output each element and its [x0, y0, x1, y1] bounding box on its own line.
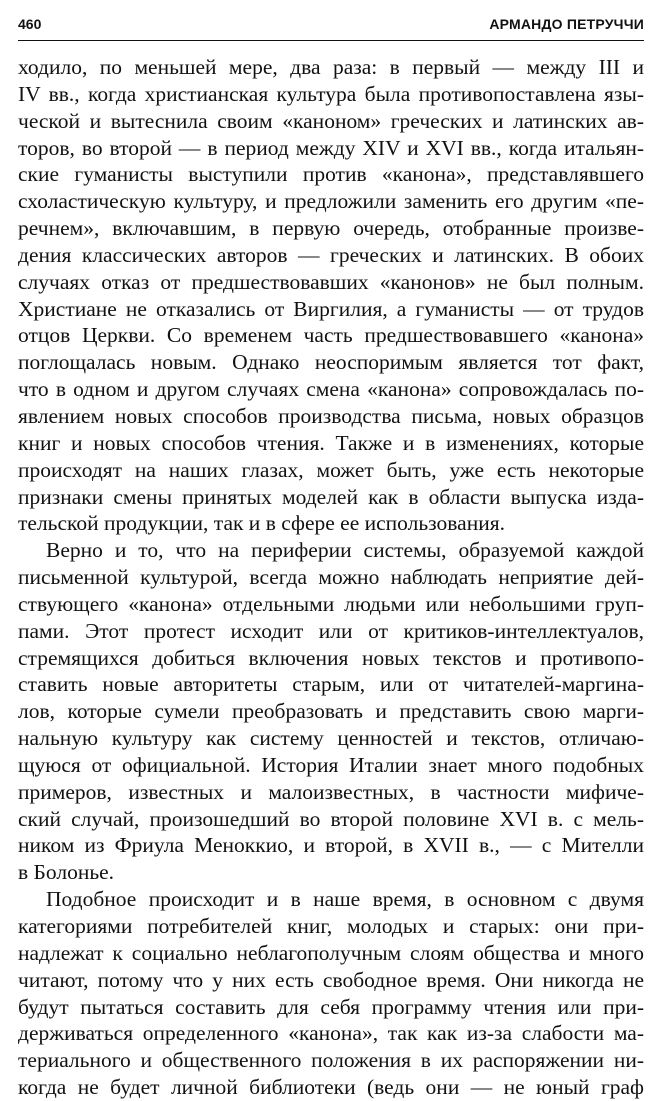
text-line: пами. Этот протест исходит или от критиков-интеллектуалов, [18, 618, 644, 643]
text-line: ходило, по меньшей мере, два раза: в первый — между III и [18, 55, 644, 79]
text-line: торов, во второй — в период между XIV и XVI вв., когда итальян- [18, 135, 644, 160]
text-line: держиваться определенного «канона», так как из-за слабости ма- [18, 1021, 644, 1046]
body-text [18, 54, 644, 1101]
text-line: письменной культурой, всегда можно наблюдать неприятие дей- [18, 565, 644, 590]
text-line: книг и новых способов чтения. Также и в изменениях, которые [18, 430, 644, 455]
page-header [18, 14, 644, 41]
text-line: примеров, известных и малоизвестных, в частности мифиче- [18, 779, 644, 804]
text-line: дения классических авторов — греческих и латинских. В обоих [18, 242, 644, 267]
text-line: категориями потребителей книг, молодых и старых: они при- [18, 914, 644, 938]
text-line: териального и общественного положения в их распоряжении ни- [18, 1048, 644, 1073]
text-line: Подобное происходит и в наше время, в основном с двумя [46, 887, 644, 912]
text-line: стремящихся добиться включения новых текстов и противопо- [18, 645, 644, 670]
text-line: в Болонье. [18, 860, 115, 885]
text-line: щуюся от официальной. История Италии знает много подобных [18, 752, 644, 777]
text-line: ские гуманисты выступили против «канона», представлявшего [18, 162, 644, 187]
text-line: явлением новых способов производства письма, новых образцов [18, 403, 644, 428]
text-line: отцов Церкви. Со временем часть предшествовавшего «канона» [18, 323, 644, 348]
paragraph-3 [18, 886, 644, 1101]
text-line: читают, потому что у них есть свободное время. Они никогда не [18, 967, 644, 992]
paragraph-2 [18, 537, 644, 886]
text-line: лов, которые сумели преобразовать и представить свою марги- [18, 699, 644, 724]
text-line: надлежат к социально неблагополучным слоям общества и много [18, 940, 644, 965]
text-line: Верно и то, что на периферии системы, образуемой каждой [46, 538, 644, 563]
text-line: случаях отказ от предшествовавших «канонов» не был полным. [18, 269, 644, 294]
text-line: IV вв., когда христианская культура была противопоставлена язы- [18, 81, 644, 106]
text-line: тельской продукции, так и в сфере ее использования. [18, 511, 505, 536]
text-line: происходят на наших глазах, может быть, уже есть некоторые [18, 457, 644, 482]
text-line: нальную культуру как систему ценностей и текстов, отличаю- [18, 726, 644, 751]
text-line: ческой и вытеснила своим «каноном» греческих и латинских ав- [18, 108, 644, 133]
running-head: АРМАНДО ПЕТРУЧЧИ [489, 16, 644, 32]
text-line: поглощалась новым. Однако неоспоримым является тот факт, [18, 350, 644, 375]
page-number: 460 [18, 16, 42, 32]
text-line: признаки смены принятых моделей как в области выпуска изда- [18, 484, 644, 509]
text-line: речнем», включавшим, в первую очередь, отобранные произве- [18, 216, 644, 241]
text-line: схоластическую культуру, и предложили заменить его другим «пе- [18, 189, 644, 214]
text-line: ствующего «канона» отдельными людьми или небольшими груп- [18, 591, 644, 616]
text-line: ником из Фриула Меноккио, и второй, в XVII в., — с Мителли [18, 833, 644, 858]
text-line: что в одном и другом случаях смена «канона» сопровождалась по- [18, 377, 644, 402]
text-line: ский случай, произошедший во второй половине XVI в. с мель- [18, 806, 644, 831]
text-line: когда не будет личной библиотеки (ведь они — не юный граф [18, 1075, 644, 1100]
text-line: будут пытаться составить для себя программу чтения или при- [18, 994, 644, 1019]
text-line: Христиане не отказались от Виргилия, а гуманисты — от трудов [18, 296, 644, 321]
paragraph-1 [18, 54, 644, 537]
text-line: ставить новые авторитеты старым, или от читателей-маргина- [18, 672, 644, 697]
